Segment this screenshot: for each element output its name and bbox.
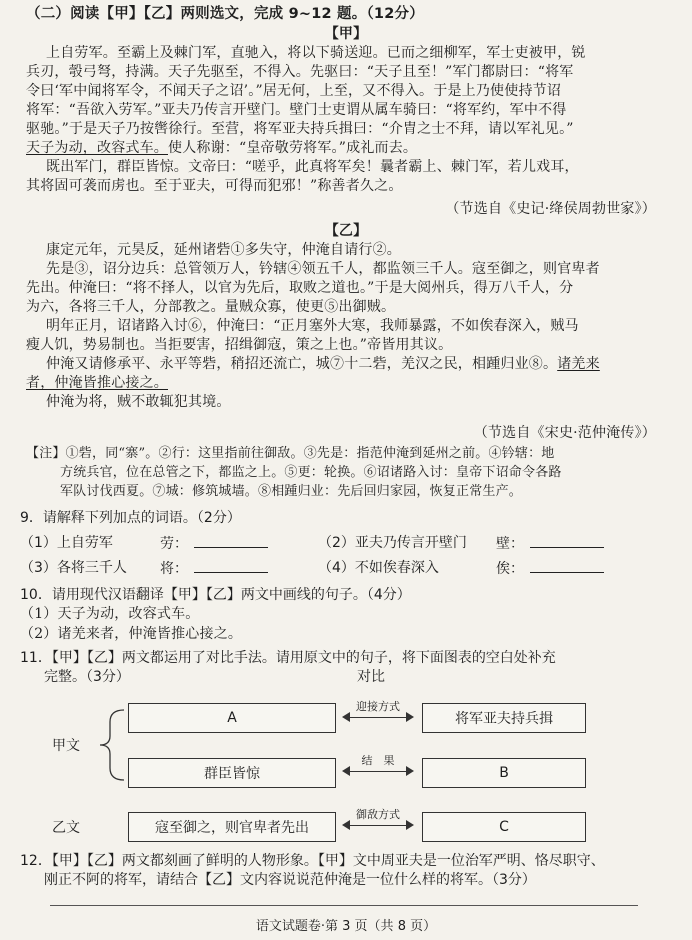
jia-heading: 【甲】 — [324, 26, 368, 42]
q9-item-text: 不如俟春深入 — [354, 560, 439, 576]
yi-source: （节选自《宋史·范仲淹传》） — [473, 425, 656, 441]
q9-item-4 — [318, 560, 439, 577]
jia-label: 甲文 — [52, 738, 80, 754]
q12-stem: 12．【甲】【乙】两文都刻画了鲜明的人物形象。【甲】文中周亚夫是一位治军严明、恪尽职守、 — [20, 853, 605, 869]
q10-item: （2）诸羌来者，仲淹皆推心接之。 — [20, 626, 243, 642]
jia-line: 兵刃，彀弓弩，持满。天子先驱至，不得入。先驱曰：“天子且至！”军门都尉曰：“将军 — [26, 64, 574, 80]
answer-blank[interactable] — [530, 535, 604, 548]
jia-line: 驱驰。”于是天子乃按辔徐行。至营，将军亚夫持兵揖曰：“介胄之士不拜，请以军礼见。” — [26, 121, 574, 137]
arrow-label: 御敌方式 — [356, 808, 400, 821]
q9-item-2 — [318, 535, 467, 552]
page-footer: 语文试题卷·第 3 页（共 8 页） — [255, 919, 437, 934]
double-arrow — [342, 752, 414, 782]
notes-line: 【注】①砦，同“寨”。②行：这里指前往御敌。③先是：指范仲淹到延州之前。④钤辖：地 — [26, 446, 555, 461]
jia-line: 令曰‘军中闻将军令，不闻天子之诏’。”居无何，上至，又不得入。于是上乃使使持节诏 — [26, 83, 562, 99]
yi-line: 瘦人饥，势易制也。当拒要害，招缉御寇，策之上也。”帝皆用其议。 — [26, 337, 453, 353]
q10-stem: 10．请用现代汉语翻译【甲】【乙】两文中画线的句子。（4分） — [20, 587, 411, 603]
yi-heading: 【乙】 — [324, 223, 368, 239]
q9-answer-4 — [496, 560, 604, 578]
q9-word: 劳： — [160, 536, 188, 552]
yi-label: 乙文 — [52, 820, 80, 836]
yi-line-7 — [46, 356, 600, 373]
q9-word: 壁： — [496, 536, 524, 552]
q9-item-num: （1） — [20, 535, 57, 551]
yi-line: 先出。仲淹曰：“将不择人，以官为先后，取败之道也。”于是大阅州兵，得万八千人，分 — [26, 280, 574, 296]
q9-item-num: （4） — [318, 560, 355, 576]
section-title: （二）阅读【甲】【乙】两则选文，完成 9~12 题。（12分） — [26, 6, 424, 22]
q9-item-num: （2） — [318, 535, 355, 551]
yi-line-7-text: 仲淹又请修承平、永平等砦，稍招还流亡，城⑦十二砦，羌汉之民，相踵归业⑧。 — [46, 356, 558, 372]
arrow-label: 迎接方式 — [356, 700, 400, 713]
q11-stem: 11．【甲】【乙】两文都运用了对比手法。请用原文中的句子，将下面图表的空白处补充 — [20, 650, 556, 666]
notes-line: 军队讨伐西夏。⑦城：修筑城墙。⑧相踵归业：先后回归家园，恢复正常生产。 — [60, 484, 523, 499]
q12-stem-cont: 刚正不阿的将军，请结合【乙】文内容说说范仲淹是一位什么样的将军。（3分） — [44, 872, 536, 888]
answer-blank[interactable] — [194, 560, 268, 573]
box-b[interactable]: B — [422, 758, 586, 788]
q9-answer-2 — [496, 535, 604, 553]
answer-blank[interactable] — [194, 535, 268, 548]
jia-line: 既出军门，群臣皆惊。文帝曰：“嗟乎，此真将军矣！曩者霸上、棘门军，若儿戏耳， — [46, 159, 579, 175]
q9-item-text: 各将三千人 — [56, 560, 127, 576]
q9-stem: 9．请解释下列加点的词语。（2分） — [20, 510, 241, 526]
double-arrow — [342, 698, 414, 728]
box-left-3: 寇至御之，则官卑者先出 — [128, 812, 336, 842]
q9-item-text: 亚夫乃传言开壁门 — [354, 535, 467, 551]
q9-answer-1 — [160, 535, 268, 553]
curly-brace-icon — [96, 708, 126, 782]
diagram-title: 对比 — [357, 669, 385, 685]
jia-line-6 — [26, 140, 417, 157]
jia-line-6-rest: 使人称谢：“皇帝敬劳将军。”成礼而去。 — [168, 140, 418, 156]
box-right-1: 将军亚夫持兵揖 — [422, 703, 586, 733]
q9-word: 将： — [160, 561, 188, 577]
yi-line: 明年正月，诏诸路入讨⑥，仲淹曰：“正月塞外大寒，我师暴露，不如俟春深入，贼马 — [46, 318, 579, 334]
yi-line: 康定元年，元昊反，延州诸砦①多失守，仲淹自请行②。 — [46, 242, 401, 258]
q9-item-1 — [20, 535, 113, 552]
jia-line: 上自劳军。至霸上及棘门军，直驰入，将以下骑送迎。已而之细柳军，军士吏被甲，锐 — [46, 45, 586, 61]
yi-underlined-part1: 诸羌来 — [557, 356, 600, 372]
box-left-2: 群臣皆惊 — [128, 758, 336, 788]
yi-line: 仲淹为将，贼不敢辄犯其境。 — [46, 394, 231, 410]
double-arrow — [342, 806, 414, 836]
arrow-label: 结 果 — [361, 754, 395, 767]
q11-stem-cont: 完整。（3分） — [44, 669, 130, 685]
q9-answer-3 — [160, 560, 268, 578]
jia-source: （节选自《史记·绛侯周勃世家》） — [445, 201, 656, 217]
yi-underlined-part2: 者，仲淹皆推心接之。 — [26, 375, 168, 391]
answer-blank[interactable] — [530, 560, 604, 573]
footer-divider — [50, 905, 638, 906]
jia-underlined-sentence: 天子为动，改容式车。 — [26, 140, 168, 156]
notes-line: 方统兵官，位在总管之下，都监之上。⑤更：轮换。⑥诏诸路入讨：皇帝下诏命令各路 — [60, 465, 562, 480]
box-c[interactable]: C — [422, 812, 586, 842]
q9-item-text: 上自劳军 — [56, 535, 113, 551]
q9-item-num: （3） — [20, 560, 57, 576]
yi-line: 为六，各将三千人，分部教之。量贼众寡，使更⑤出御贼。 — [26, 299, 396, 315]
q9-item-3 — [20, 560, 127, 577]
q10-item: （1）天子为动，改容式车。 — [20, 606, 200, 622]
jia-line: 将军：“吾欲入劳军。”亚夫乃传言开壁门。壁门士吏谓从属车骑曰：“将军约，军中不得 — [26, 102, 567, 118]
box-a[interactable]: A — [128, 703, 336, 733]
jia-line: 其将固可袭而虏也。至于亚夫，可得而犯邪！”称善者久之。 — [26, 178, 403, 194]
yi-line: 先是③，诏分边兵：总管领万人，钤辖④领五千人，都监领三千人。寇至御之，则官卑者 — [46, 261, 600, 277]
q9-word: 俟： — [496, 561, 524, 577]
